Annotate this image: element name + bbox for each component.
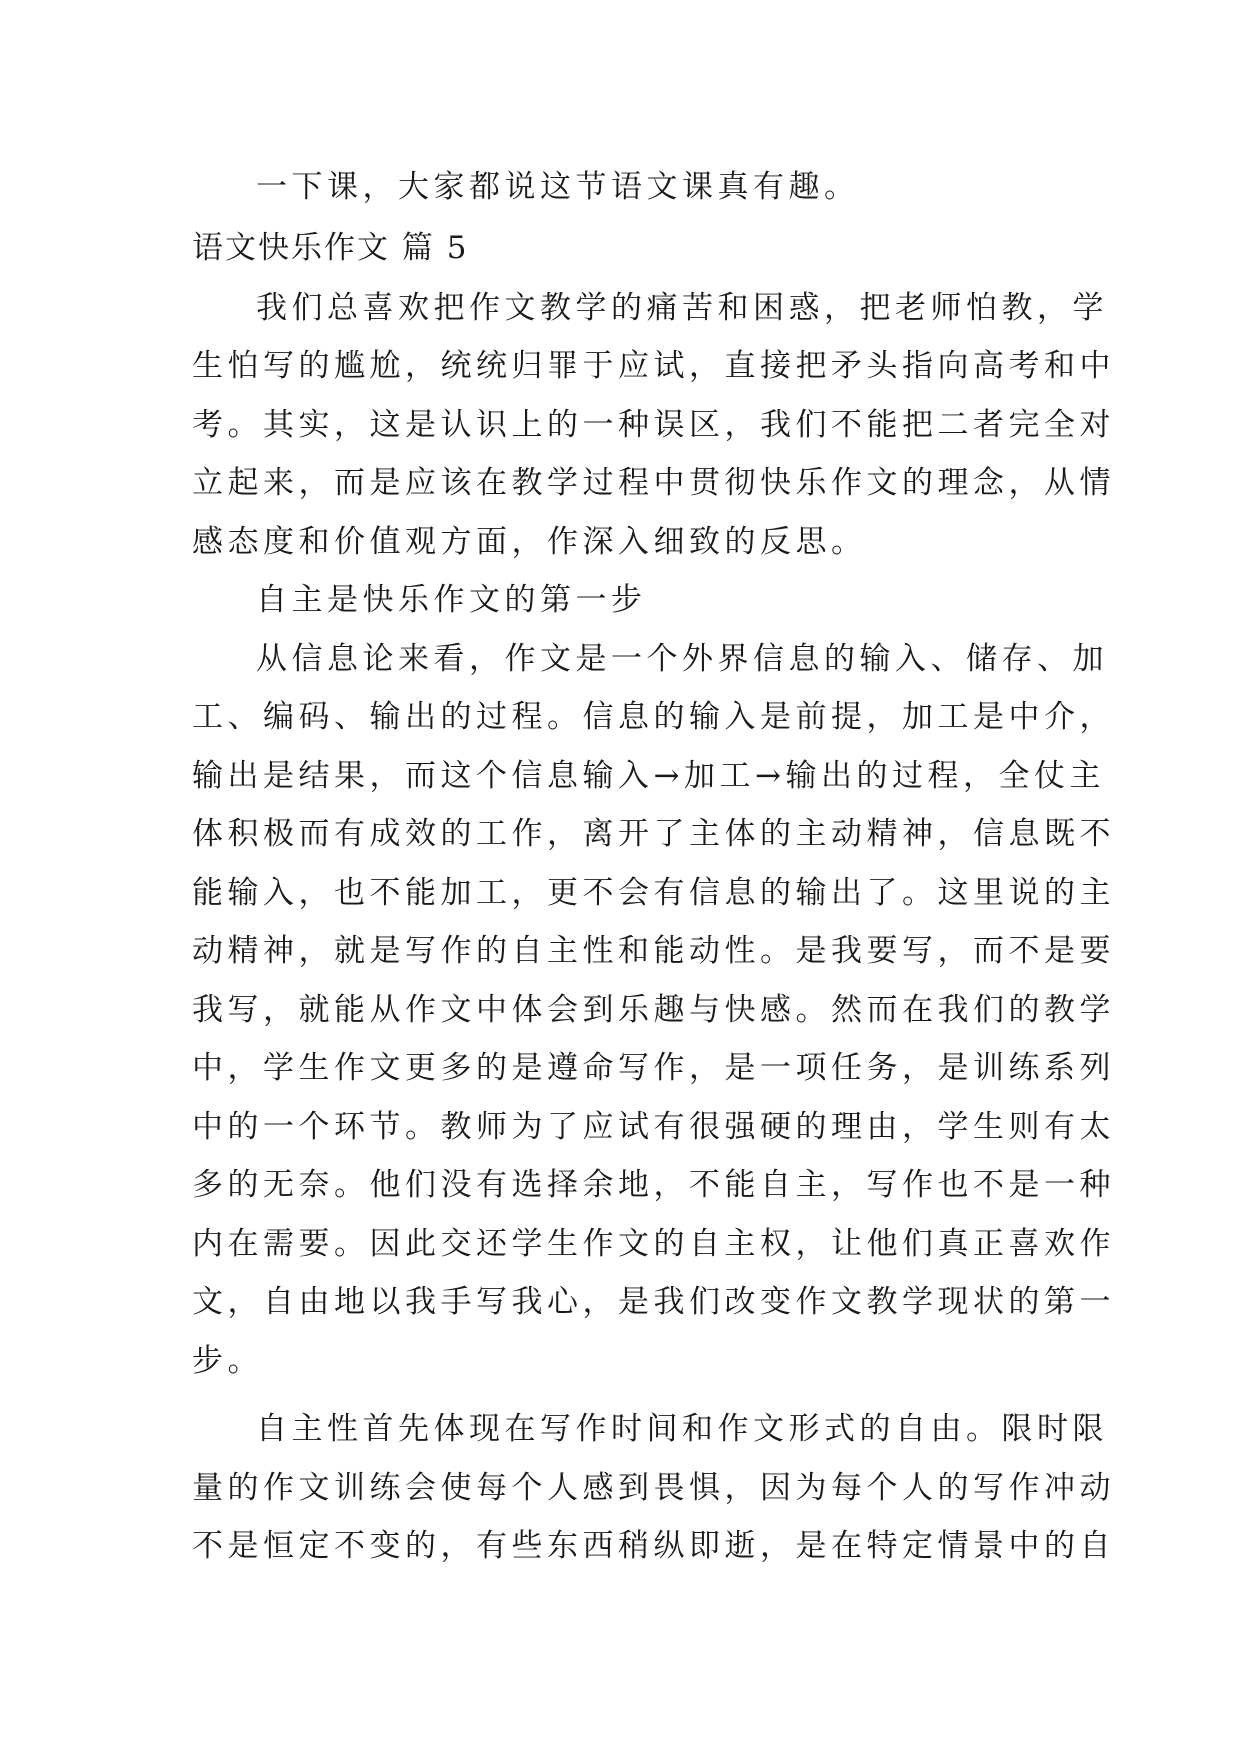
paragraph-line: 中，学生作文更多的是遵命写作，是一项任务，是训练系列 (192, 1050, 1115, 1086)
intro-line: 一下课，大家都说这节语文课真有趣。 (256, 169, 860, 205)
document-body (192, 158, 1115, 1576)
paragraph-line: 内在需要。因此交还学生作文的自主权，让他们真正喜欢作 (192, 1225, 1115, 1262)
paragraph-2 (192, 630, 1115, 1391)
paragraph-3 (192, 1400, 1115, 1576)
paragraph-line: 动精神，就是写作的自主性和能动性。是我要写，而不是要 (192, 933, 1115, 969)
paragraph-spacer (192, 1390, 1072, 1400)
paragraph-line: 考。其实，这是认识上的一种误区，我们不能把二者完全对 (192, 406, 1115, 443)
paragraph-line: 我写，就能从作文中体会到乐趣与快感。然而在我们的教学 (192, 991, 1115, 1028)
paragraph-line: 步。 (192, 1342, 263, 1379)
paragraph-1 (192, 279, 1115, 572)
paragraph-line: 立起来，而是应该在教学过程中贯彻快乐作文的理念，从情 (192, 465, 1115, 501)
paragraph-line: 多的无奈。他们没有选择余地，不能自主，写作也不是一种 (192, 1167, 1115, 1203)
paragraph-line: 我们总喜欢把作文教学的痛苦和困惑，把老师怕教，学 (256, 289, 1108, 326)
paragraph-line: 量的作文训练会使每个人感到畏惧，因为每个人的写作冲动 (192, 1469, 1115, 1506)
paragraph-line: 输出是结果，而这个信息输入→加工→输出的过程，全仗主 (192, 757, 1105, 794)
subheading: 自主是快乐作文的第一步 (256, 582, 647, 618)
paragraph-line: 生怕写的尴尬，统统归罪于应试，直接把矛头指向高考和中 (192, 348, 1115, 384)
paragraph-line: 工、编码、输出的过程。信息的输入是前提，加工是中介， (192, 699, 1115, 735)
paragraph-line: 体积极而有成效的工作，离开了主体的主动精神，信息既不 (192, 816, 1115, 852)
paragraph-line: 从信息论来看，作文是一个外界信息的输入、储存、加 (256, 640, 1108, 677)
paragraph-line: 不是恒定不变的，有些东西稍纵即逝，是在特定情景中的自 (192, 1528, 1115, 1564)
paragraph-line: 感态度和价值观方面，作深入细致的反思。 (192, 523, 867, 560)
section-heading: 语文快乐作文 篇 5 (192, 229, 469, 266)
paragraph-line: 能输入，也不能加工，更不会有信息的输出了。这里说的主 (192, 874, 1115, 911)
paragraph-line: 自主性首先体现在写作时间和作文形式的自由。限时限 (256, 1411, 1108, 1447)
paragraph-line: 中的一个环节。教师为了应试有很强硬的理由，学生则有太 (192, 1108, 1115, 1145)
paragraph-line: 文，自由地以我手写我心，是我们改变作文教学现状的第一 (192, 1284, 1115, 1320)
